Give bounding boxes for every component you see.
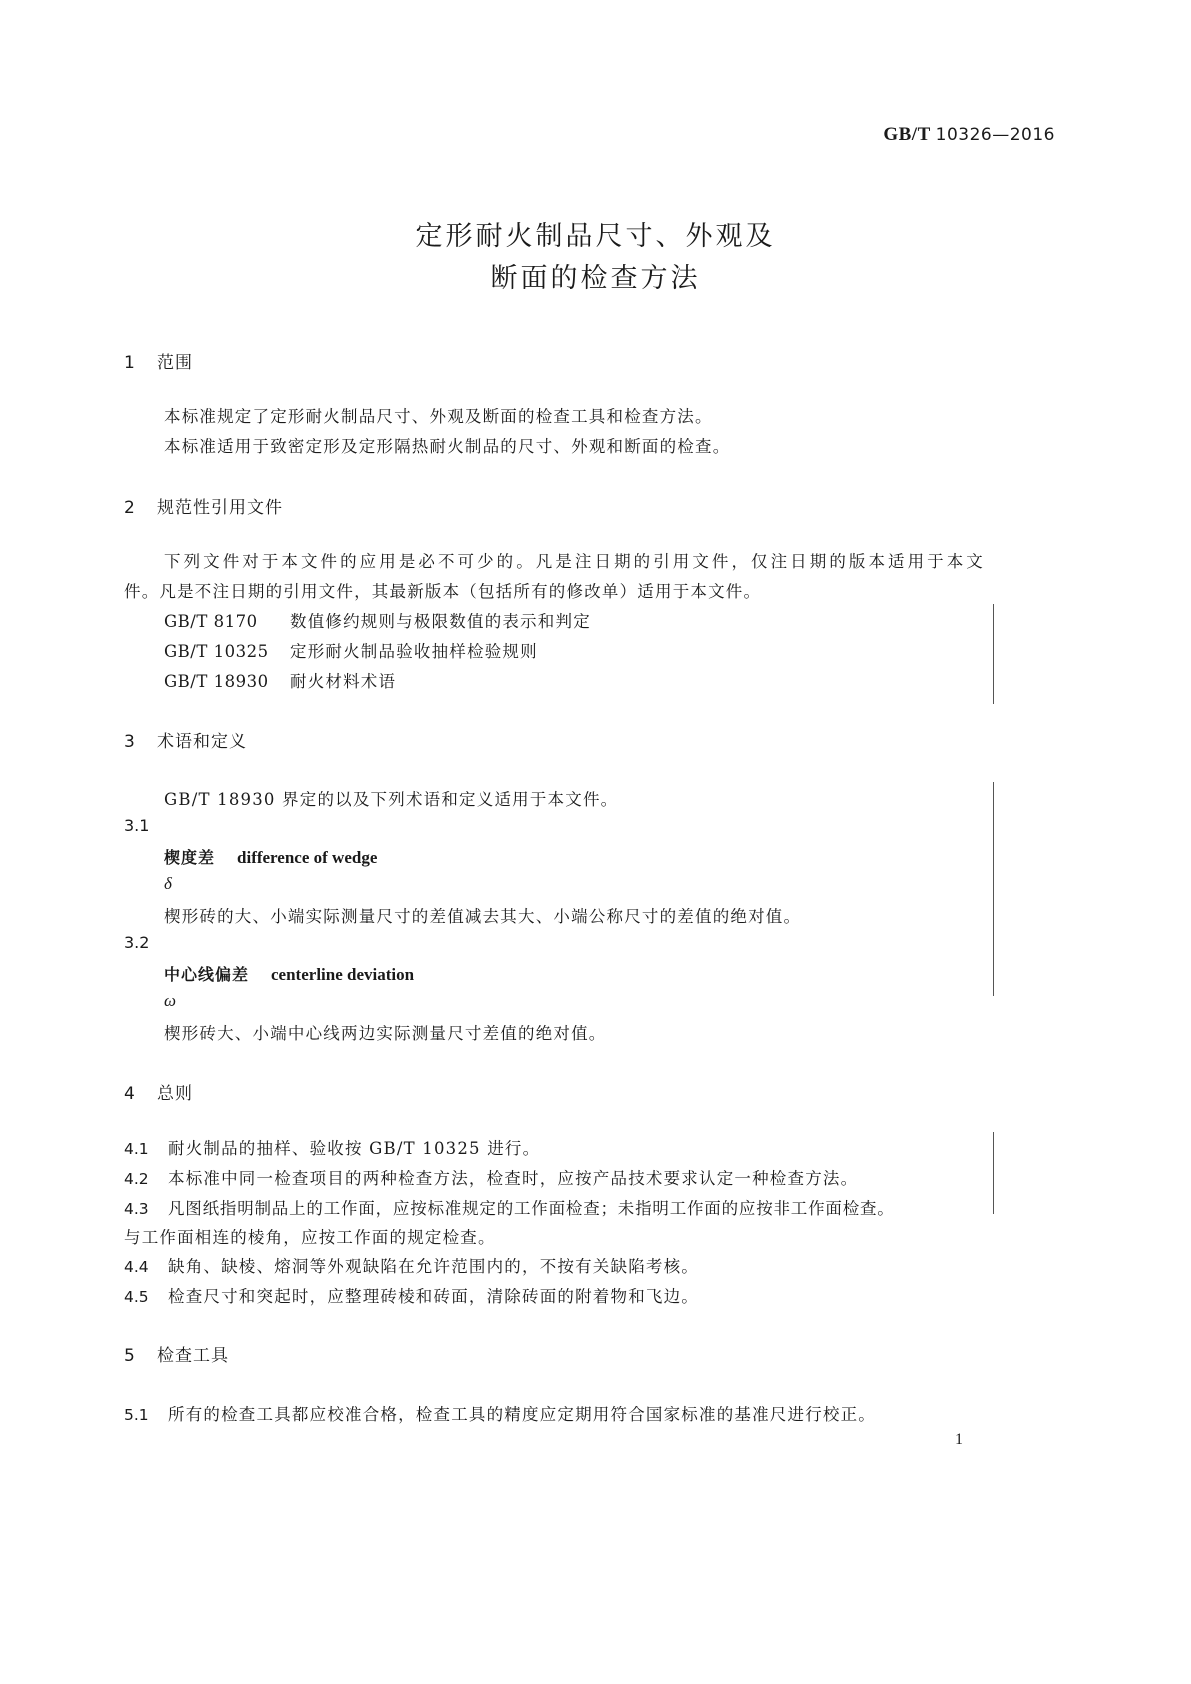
section-number: 1	[124, 353, 136, 373]
page-number: 1	[955, 1431, 963, 1448]
section-title: 检查工具	[157, 1346, 229, 1366]
paragraph: 本标准适用于致密定形及定形隔热耐火制品的尺寸、外观和断面的检查。	[164, 437, 731, 456]
term-en: difference of wedge	[237, 848, 378, 867]
change-bar	[993, 1132, 994, 1214]
clause-item	[124, 1195, 895, 1219]
section-1-heading	[124, 348, 193, 373]
change-bar	[993, 782, 994, 996]
clause-number: 4.1	[124, 1140, 149, 1158]
clause-item	[124, 1283, 699, 1307]
section-5-heading	[124, 1341, 229, 1366]
section-number: 4	[124, 1084, 136, 1104]
term-number: 3.2	[124, 933, 150, 952]
clause-item	[124, 1165, 858, 1189]
reference-item	[164, 638, 538, 662]
clause-item	[124, 1135, 540, 1159]
clause-number: 5.1	[124, 1406, 149, 1424]
section-number: 5	[124, 1346, 136, 1366]
reference-title: 定形耐火制品验收抽样检验规则	[290, 642, 538, 661]
term-heading	[164, 845, 377, 868]
section-3-heading	[124, 727, 247, 752]
clause-text: 检查尺寸和突起时，应整理砖棱和砖面，清除砖面的附着物和飞边。	[168, 1287, 699, 1306]
section-title: 总则	[157, 1084, 193, 1104]
document-title-line1: 定形耐火制品尺寸、外观及	[415, 221, 776, 252]
section-number: 3	[124, 732, 136, 752]
clause-text: 本标准中同一检查项目的两种检查方法，检查时，应按产品技术要求认定一种检查方法。	[168, 1169, 859, 1188]
section-2-heading	[124, 493, 283, 518]
clause-text: 凡图纸指明制品上的工作面，应按标准规定的工作面检查；未指明工作面的应按非工作面检查。	[168, 1199, 895, 1218]
reference-item	[164, 668, 396, 692]
clause-number: 4.5	[124, 1288, 149, 1306]
clause-number: 4.3	[124, 1200, 149, 1218]
clause-continuation: 与工作面相连的棱角，应按工作面的规定检查。	[124, 1228, 496, 1247]
clause-text: 所有的检查工具都应校准合格，检查工具的精度应定期用符合国家标准的基准尺进行校正。	[168, 1405, 876, 1424]
paragraph: GB/T 18930 界定的以及下列术语和定义适用于本文件。	[164, 790, 619, 809]
clause-text: 耐火制品的抽样、验收按 GB/T 10325 进行。	[168, 1139, 541, 1158]
section-4-heading	[124, 1079, 193, 1104]
document-title-line2: 断面的检查方法	[490, 263, 701, 294]
change-bar	[993, 604, 994, 704]
clause-text: 缺角、缺棱、熔洞等外观缺陷在允许范围内的，不按有关缺陷考核。	[168, 1257, 699, 1276]
paragraph: 本标准规定了定形耐火制品尺寸、外观及断面的检查工具和检查方法。	[164, 407, 713, 426]
standard-number: 10326—2016	[935, 125, 1055, 145]
paragraph-continuation: 件。凡是不注日期的引用文件，其最新版本（包括所有的修改单）适用于本文件。	[124, 582, 762, 601]
standard-prefix: GB/T	[883, 124, 931, 145]
reference-title: 耐火材料术语	[290, 672, 397, 691]
clause-item	[124, 1253, 699, 1277]
reference-item	[164, 608, 591, 632]
clause-number: 4.4	[124, 1258, 149, 1276]
term-zh: 楔度差	[164, 848, 216, 867]
term-symbol: δ	[164, 874, 172, 893]
standard-code	[883, 124, 1055, 146]
section-title: 规范性引用文件	[157, 498, 283, 518]
term-symbol: ω	[164, 991, 177, 1010]
section-number: 2	[124, 498, 136, 518]
term-en: centerline deviation	[271, 965, 415, 984]
term-number: 3.1	[124, 816, 150, 835]
term-definition: 楔形砖的大、小端实际测量尺寸的差值减去其大、小端公称尺寸的差值的绝对值。	[164, 907, 802, 926]
term-definition: 楔形砖大、小端中心线两边实际测量尺寸差值的绝对值。	[164, 1024, 607, 1043]
clause-number: 4.2	[124, 1170, 149, 1188]
paragraph: 下列文件对于本文件的应用是必不可少的。凡是注日期的引用文件，仅注日期的版本适用于本文	[164, 552, 984, 571]
term-heading	[164, 962, 414, 985]
reference-code: GB/T 10325	[164, 642, 269, 661]
term-zh: 中心线偏差	[164, 965, 250, 984]
reference-code: GB/T 18930	[164, 672, 269, 691]
clause-item	[124, 1401, 876, 1425]
section-title: 术语和定义	[157, 732, 247, 752]
section-title: 范围	[157, 353, 193, 373]
reference-title: 数值修约规则与极限数值的表示和判定	[290, 612, 591, 631]
reference-code: GB/T 8170	[164, 612, 258, 631]
